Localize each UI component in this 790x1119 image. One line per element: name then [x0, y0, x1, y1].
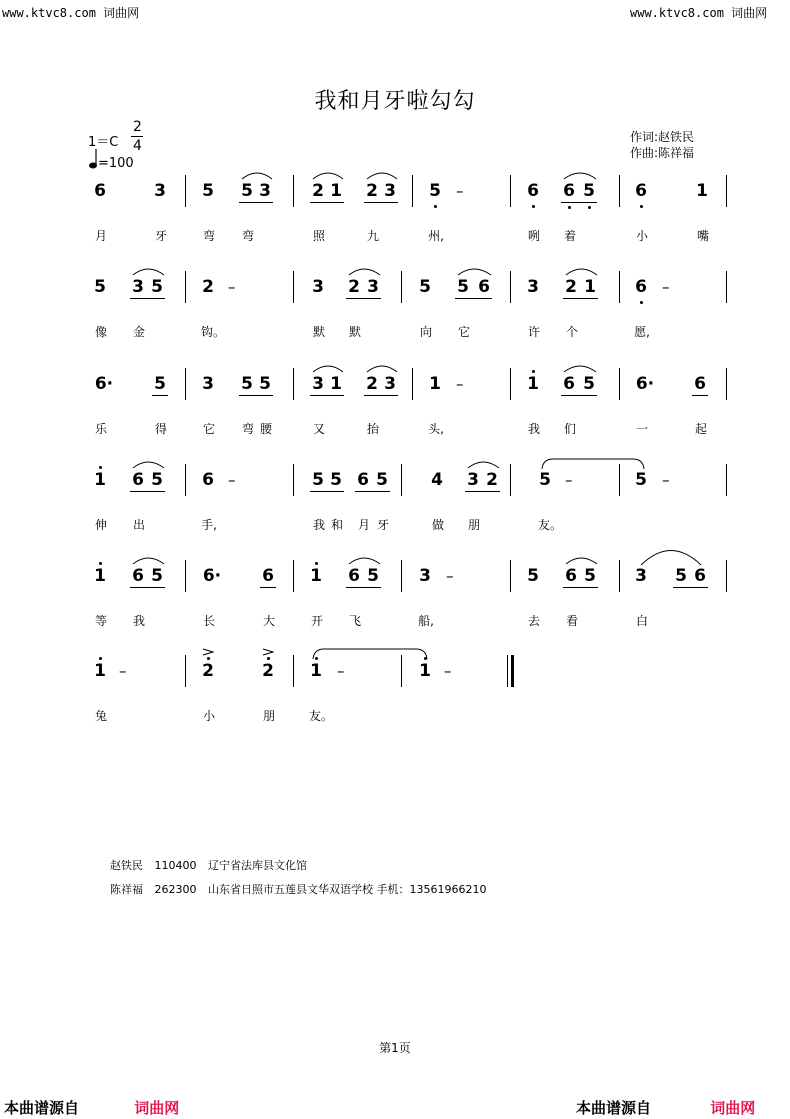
- high-octave-dot: [99, 657, 102, 660]
- note: 5: [583, 374, 595, 394]
- lyric: 个: [565, 325, 578, 339]
- lyric: 弯: [241, 229, 254, 243]
- note: 5: [583, 181, 595, 201]
- dash: –: [446, 567, 454, 585]
- lyric: 州,: [428, 229, 444, 243]
- eighth-underline: [130, 298, 165, 299]
- eighth-underline: [310, 395, 344, 396]
- barline: [185, 655, 186, 687]
- lyric: 嘴: [696, 229, 709, 243]
- lyricist: 作词:赵铁民: [630, 130, 695, 144]
- eighth-underline: [355, 491, 390, 492]
- slur: [563, 170, 597, 180]
- slur: [467, 459, 500, 469]
- barline: [726, 175, 727, 207]
- note: 3: [202, 374, 214, 394]
- eighth-underline: [346, 587, 381, 588]
- lyric: 白: [635, 614, 648, 628]
- barline: [726, 271, 727, 303]
- lyric: 许: [527, 325, 540, 339]
- lyric: 船,: [418, 614, 434, 628]
- barline: [619, 175, 620, 207]
- score-system-3: [0, 374, 790, 444]
- barline: [401, 560, 402, 592]
- lyric: 飞: [348, 614, 361, 628]
- source-brand[interactable]: 词曲网: [710, 1099, 756, 1117]
- barline: [293, 464, 294, 496]
- eighth-underline: [310, 202, 344, 203]
- tie: [541, 458, 645, 470]
- note: 2: [565, 277, 577, 297]
- note: 1: [94, 661, 106, 681]
- barline: [293, 655, 294, 687]
- lyric: 小: [635, 229, 648, 243]
- slur: [348, 266, 381, 276]
- note: 5: [419, 277, 431, 297]
- note: 6·: [202, 566, 222, 586]
- note: 3: [384, 374, 396, 394]
- note: 6: [262, 566, 274, 586]
- lyric: 等: [94, 614, 107, 628]
- lyric: 大: [262, 614, 275, 628]
- lyric: 弯: [202, 229, 215, 243]
- tempo: =100: [98, 156, 134, 171]
- score-system-4: [0, 470, 790, 540]
- note: 1: [584, 277, 596, 297]
- note: 3: [259, 181, 271, 201]
- lyric: 腰: [259, 422, 272, 436]
- barline: [726, 560, 727, 592]
- note: 5: [154, 374, 166, 394]
- key-signature: 1＝C: [88, 135, 119, 150]
- lyric: 和: [330, 518, 343, 532]
- note: 3: [384, 181, 396, 201]
- barline: [510, 271, 511, 303]
- note: 3: [312, 374, 324, 394]
- lyric: 朋: [262, 709, 275, 723]
- high-octave-dot: [99, 562, 102, 565]
- time-top: 2: [133, 119, 142, 135]
- lyric: 们: [563, 422, 576, 436]
- slur: [563, 363, 597, 373]
- note: 5: [241, 181, 253, 201]
- contact-name: 陈祥福: [110, 883, 143, 896]
- dash: –: [456, 182, 464, 200]
- note: 5: [367, 566, 379, 586]
- lyric: 我: [527, 422, 540, 436]
- note: 2: [312, 181, 324, 201]
- final-barline-thin: [507, 655, 508, 687]
- lyric: 愿,: [634, 325, 650, 339]
- eighth-underline: [561, 395, 597, 396]
- note: 4: [431, 470, 443, 490]
- accent-icon: [262, 648, 274, 656]
- note: 6: [478, 277, 490, 297]
- note: 5: [312, 470, 324, 490]
- dash: –: [662, 471, 670, 489]
- slur: [457, 266, 492, 276]
- score-system-2: [0, 277, 790, 347]
- lyric: 九: [366, 229, 379, 243]
- low-octave-dot: [640, 301, 643, 304]
- note: 1: [330, 374, 342, 394]
- note: 6·: [94, 374, 114, 394]
- note: 1: [419, 661, 431, 681]
- source-note-right: [576, 1097, 755, 1118]
- lyric: 弯: [241, 422, 254, 436]
- slur: [565, 555, 598, 565]
- high-octave-dot: [267, 657, 270, 660]
- song-title: 我和月牙啦勾勾: [314, 89, 476, 114]
- note: 5: [457, 277, 469, 297]
- high-octave-dot: [99, 466, 102, 469]
- slur: [312, 363, 344, 373]
- eighth-underline: [455, 298, 492, 299]
- lyric: 得: [154, 422, 167, 436]
- slur: [312, 170, 344, 180]
- note: 2: [486, 470, 498, 490]
- eighth-underline: [130, 587, 165, 588]
- note: 2: [366, 374, 378, 394]
- barline: [185, 175, 186, 207]
- score-system-1: [0, 181, 790, 251]
- accent-icon: [202, 648, 214, 656]
- eighth-underline: [239, 395, 273, 396]
- watermark-name: 词曲网: [731, 6, 768, 20]
- lyric: 月: [94, 229, 107, 243]
- barline: [185, 271, 186, 303]
- note: 3: [132, 277, 144, 297]
- watermark-right: [630, 4, 767, 21]
- barline: [619, 464, 620, 496]
- lyric: 友。: [309, 709, 334, 723]
- lyric: 牙: [154, 229, 167, 243]
- eighth-underline: [673, 587, 708, 588]
- note: 5: [241, 374, 253, 394]
- note: 5: [376, 470, 388, 490]
- note: 5: [635, 470, 647, 490]
- barline: [185, 464, 186, 496]
- lyric: 兔: [94, 709, 107, 723]
- source-text: 本曲谱源自: [4, 1099, 80, 1117]
- lyric: 抬: [366, 422, 379, 436]
- slur: [366, 170, 398, 180]
- slur: [366, 363, 398, 373]
- lyric: 一: [635, 422, 648, 436]
- barline: [293, 368, 294, 400]
- note: 1: [429, 374, 441, 394]
- contact-postcode: 262300: [154, 883, 197, 896]
- slur: [565, 266, 598, 276]
- note: 1: [330, 181, 342, 201]
- dash: –: [228, 278, 236, 296]
- eighth-underline: [239, 202, 273, 203]
- lyric: 起: [694, 422, 707, 436]
- barline: [185, 368, 186, 400]
- slur: [132, 555, 165, 565]
- note: 5: [259, 374, 271, 394]
- eighth-underline: [130, 491, 165, 492]
- barline: [510, 175, 511, 207]
- note: 2: [262, 661, 274, 681]
- watermark-site: www.ktvc8.com: [630, 6, 724, 20]
- lyric: 金: [132, 325, 145, 339]
- note: 3: [635, 566, 647, 586]
- note: 5: [675, 566, 687, 586]
- note: 6: [202, 470, 214, 490]
- note: 6: [694, 566, 706, 586]
- note: 6: [563, 374, 575, 394]
- high-octave-dot: [532, 370, 535, 373]
- note: 1: [94, 566, 106, 586]
- lyric: 咧: [527, 229, 540, 243]
- note: 1: [310, 661, 322, 681]
- contact-line-2: [110, 881, 486, 897]
- eighth-underline: [346, 298, 381, 299]
- dash: –: [456, 375, 464, 393]
- eighth-underline: [692, 395, 708, 396]
- note: 1: [94, 470, 106, 490]
- quarter-note-icon: [88, 148, 98, 174]
- high-octave-dot: [315, 562, 318, 565]
- note: 2: [366, 181, 378, 201]
- barline: [726, 368, 727, 400]
- lyric: 乐: [94, 422, 107, 436]
- barline: [293, 560, 294, 592]
- slur: [348, 555, 381, 565]
- barline: [726, 464, 727, 496]
- note: 5: [202, 181, 214, 201]
- lyric: 默: [348, 325, 361, 339]
- eighth-underline: [260, 587, 276, 588]
- note: 6: [527, 181, 539, 201]
- lyric: 手,: [201, 518, 217, 532]
- note: 1: [696, 181, 708, 201]
- contact-name: 赵铁民: [110, 859, 143, 872]
- watermark-site: www.ktvc8.com: [2, 6, 96, 20]
- barline: [185, 560, 186, 592]
- high-octave-dot: [207, 657, 210, 660]
- eighth-underline: [364, 395, 398, 396]
- eighth-underline: [561, 202, 597, 203]
- note: 3: [312, 277, 324, 297]
- note: 5: [151, 566, 163, 586]
- dash: –: [119, 662, 127, 680]
- note: 5: [330, 470, 342, 490]
- lyric: 长: [202, 614, 215, 628]
- slur: [132, 459, 165, 469]
- lyric: 着: [563, 229, 576, 243]
- watermark-name: 词曲网: [103, 6, 140, 20]
- lyric: 默: [312, 325, 325, 339]
- watermark-left: [2, 4, 139, 21]
- note: 6: [348, 566, 360, 586]
- time-bottom: 4: [133, 138, 142, 154]
- note: 6: [357, 470, 369, 490]
- note: 6: [635, 181, 647, 201]
- lyric: 像: [94, 325, 107, 339]
- lyric: 伸: [94, 518, 107, 532]
- lyric: 小: [202, 709, 215, 723]
- note: 5: [429, 181, 441, 201]
- note: 3: [419, 566, 431, 586]
- note: 5: [94, 277, 106, 297]
- eighth-underline: [563, 298, 598, 299]
- barline: [510, 368, 511, 400]
- score-system-6: [0, 661, 790, 731]
- lyric: 又: [312, 422, 325, 436]
- lyric: 做: [431, 518, 444, 532]
- lyric: 钩。: [201, 325, 226, 339]
- note: 6: [132, 470, 144, 490]
- lyric: 它: [457, 325, 470, 339]
- eighth-underline: [364, 202, 398, 203]
- slur: [132, 266, 165, 276]
- eighth-underline: [465, 491, 500, 492]
- lyric: 照: [312, 229, 325, 243]
- note: 6: [694, 374, 706, 394]
- high-octave-dot: [315, 657, 318, 660]
- barline: [401, 464, 402, 496]
- dash: –: [444, 662, 452, 680]
- note: 1: [310, 566, 322, 586]
- barline: [401, 655, 402, 687]
- barline: [510, 464, 511, 496]
- low-octave-dot: [434, 205, 437, 208]
- note: 3: [467, 470, 479, 490]
- score-system-5: [0, 566, 790, 636]
- note: 5: [527, 566, 539, 586]
- source-text: 本曲谱源自: [576, 1099, 652, 1117]
- page-number: 第1页: [379, 1041, 411, 1055]
- tie: [312, 648, 428, 660]
- barline: [619, 368, 620, 400]
- note: 1: [527, 374, 539, 394]
- eighth-underline: [563, 587, 598, 588]
- source-brand[interactable]: 词曲网: [134, 1099, 180, 1117]
- high-octave-dot: [424, 657, 427, 660]
- lyric: 出: [132, 518, 145, 532]
- lyric: 我: [132, 614, 145, 628]
- dash: –: [228, 471, 236, 489]
- dash: –: [662, 278, 670, 296]
- note: 6: [563, 181, 575, 201]
- final-barline-thick: [511, 655, 514, 687]
- lyric: 开: [310, 614, 323, 628]
- note: 3: [367, 277, 379, 297]
- note: 3: [527, 277, 539, 297]
- note: 2: [202, 661, 214, 681]
- lyric: 友。: [538, 518, 563, 532]
- note: 5: [151, 470, 163, 490]
- slur: [241, 170, 273, 180]
- lyric: 朋: [467, 518, 480, 532]
- note: 6: [132, 566, 144, 586]
- eighth-underline: [152, 395, 168, 396]
- note: 3: [154, 181, 166, 201]
- contact-address: 山东省日照市五莲县文华双语学校 手机：13561966210: [208, 883, 487, 896]
- lyric: 月: [357, 518, 370, 532]
- barline: [293, 271, 294, 303]
- lyric: 去: [527, 614, 540, 628]
- dash: –: [337, 662, 345, 680]
- contact-address: 辽宁省法库县文化馆: [208, 859, 307, 872]
- slur: [640, 546, 702, 566]
- lyric: 看: [565, 614, 578, 628]
- dash: –: [565, 471, 573, 489]
- note: 2: [202, 277, 214, 297]
- note: 6: [635, 277, 647, 297]
- low-octave-dot: [640, 205, 643, 208]
- note: 5: [151, 277, 163, 297]
- note: 2: [348, 277, 360, 297]
- low-octave-dot: [588, 206, 591, 209]
- lyric: 它: [202, 422, 215, 436]
- contact-postcode: 110400: [154, 859, 197, 872]
- time-divider: [131, 136, 143, 137]
- composer: 作曲:陈祥福: [630, 146, 695, 160]
- source-note-left: [4, 1097, 179, 1118]
- barline: [412, 175, 413, 207]
- low-octave-dot: [568, 206, 571, 209]
- note: 6: [94, 181, 106, 201]
- note: 6: [565, 566, 577, 586]
- lyric: 牙: [376, 518, 389, 532]
- lyric: 头,: [428, 422, 444, 436]
- eighth-underline: [310, 491, 344, 492]
- barline: [293, 175, 294, 207]
- contact-line-1: [110, 857, 307, 873]
- barline: [510, 560, 511, 592]
- lyric: 我: [312, 518, 325, 532]
- barline: [412, 368, 413, 400]
- barline: [401, 271, 402, 303]
- note: 5: [584, 566, 596, 586]
- barline: [619, 271, 620, 303]
- note: 6·: [635, 374, 655, 394]
- note: 5: [539, 470, 551, 490]
- barline: [619, 560, 620, 592]
- lyric: 向: [419, 325, 432, 339]
- low-octave-dot: [532, 205, 535, 208]
